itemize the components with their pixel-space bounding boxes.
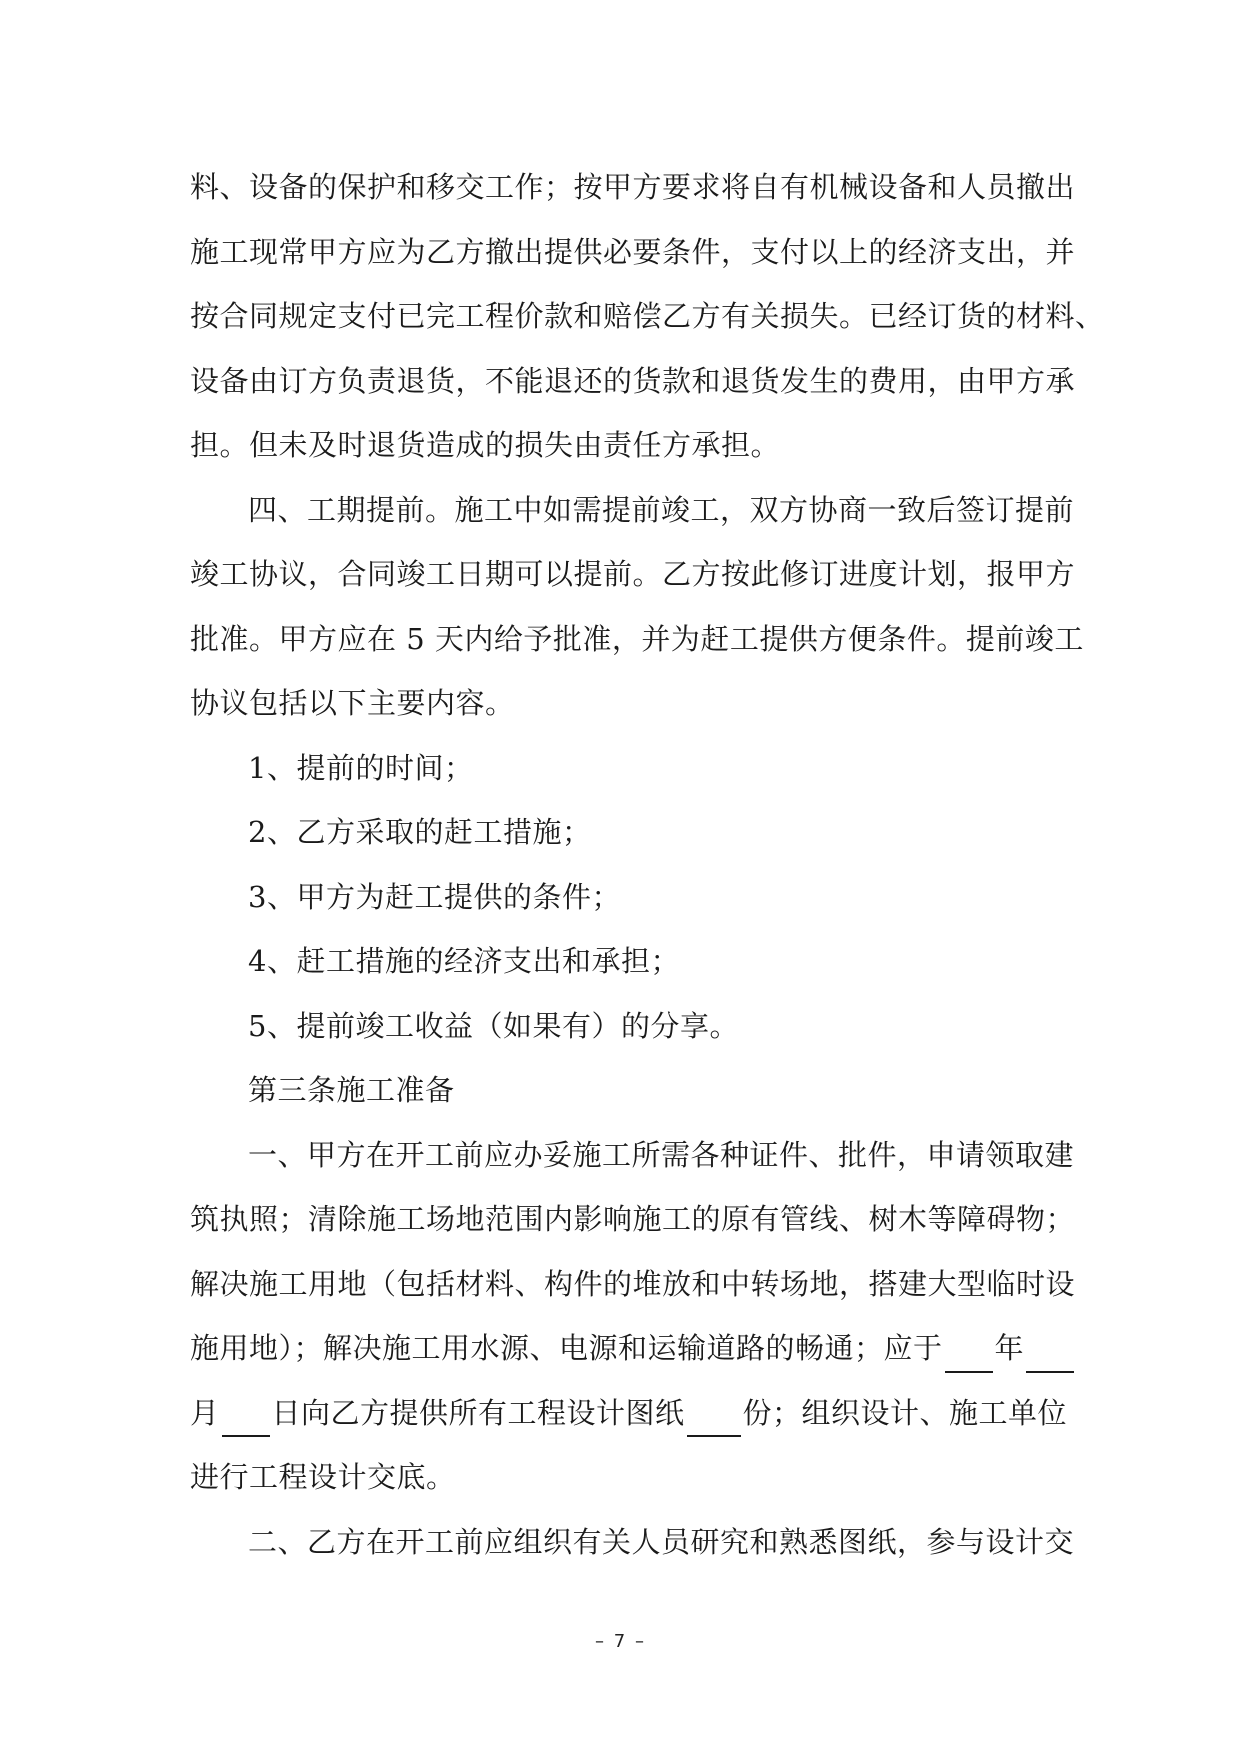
text-segment: 月 (190, 1395, 220, 1430)
text-segment: 施用地）；解决施工用水源、电源和运输道路的畅通；应于 (190, 1331, 943, 1365)
paragraph-line-with-blanks (190, 1316, 1060, 1381)
fill-in-blank[interactable] (687, 1397, 741, 1437)
paragraph-line-with-blanks (190, 1381, 1068, 1446)
fill-in-blank[interactable] (222, 1397, 270, 1437)
fill-in-blank[interactable] (1026, 1333, 1074, 1373)
paragraph-line: 施工现常甲方应为乙方撤出提供必要条件，支付以上的经济支出，并 (190, 234, 1076, 269)
fill-in-blank[interactable] (945, 1333, 993, 1373)
paragraph-line: 担。但未及时退货造成的损失由责任方承担。 (190, 428, 781, 462)
paragraph-line: 按合同规定支付已完工程价款和赔偿乙方有关损失。已经订货的材料、 (190, 299, 1105, 333)
paragraph-line: 筑执照；清除施工场地范围内影响施工的原有管线、树木等障碍物； (190, 1202, 1076, 1236)
paragraph-line: 二、乙方在开工前应组织有关人员研究和熟悉图纸，参与设计交 (248, 1524, 1075, 1559)
paragraph-line: 一、甲方在开工前应办妥施工所需各种证件、批件，申请领取建 (248, 1137, 1075, 1172)
paragraph-line: 竣工协议，合同竣工日期可以提前。乙方按此修订进度计划，报甲方 (190, 557, 1076, 591)
list-item: 4、赶工措施的经济支出和承担； (248, 944, 680, 978)
paragraph-line: 协议包括以下主要内容。 (190, 686, 515, 720)
paragraph-line: 进行工程设计交底。 (190, 1460, 456, 1494)
list-item: 3、甲方为赶工提供的条件； (248, 879, 621, 914)
list-item: 2、乙方采取的赶工措施； (248, 815, 592, 849)
paragraph-line: 料、设备的保护和移交工作；按甲方要求将自有机械设备和人员撤出 (190, 170, 1076, 204)
paragraph-line: 四、工期提前。施工中如需提前竣工，双方协商一致后签订提前 (248, 492, 1075, 527)
paragraph-line: 解决施工用地（包括材料、构件的堆放和中转场地，搭建大型临时设 (190, 1266, 1076, 1301)
text-segment: 日向乙方提供所有工程设计图纸 (271, 1395, 685, 1430)
paragraph-line: 设备由订方负责退货，不能退还的货款和退货发生的费用，由甲方承 (190, 363, 1076, 398)
list-item: 1、提前的时间； (248, 750, 474, 785)
paragraph-line: 批准。甲方应在 5 天内给予批准，并为赶工提供方便条件。提前竣工 (190, 621, 1084, 656)
list-item: 5、提前竣工收益（如果有）的分享。 (248, 1008, 739, 1043)
text-segment: 年 (994, 1331, 1025, 1365)
section-heading: 第三条施工准备 (248, 1073, 455, 1107)
page-number: – 7 – (595, 1631, 646, 1652)
text-segment: 份；组织设计、施工单位 (742, 1395, 1068, 1430)
document-body (190, 155, 1105, 1574)
